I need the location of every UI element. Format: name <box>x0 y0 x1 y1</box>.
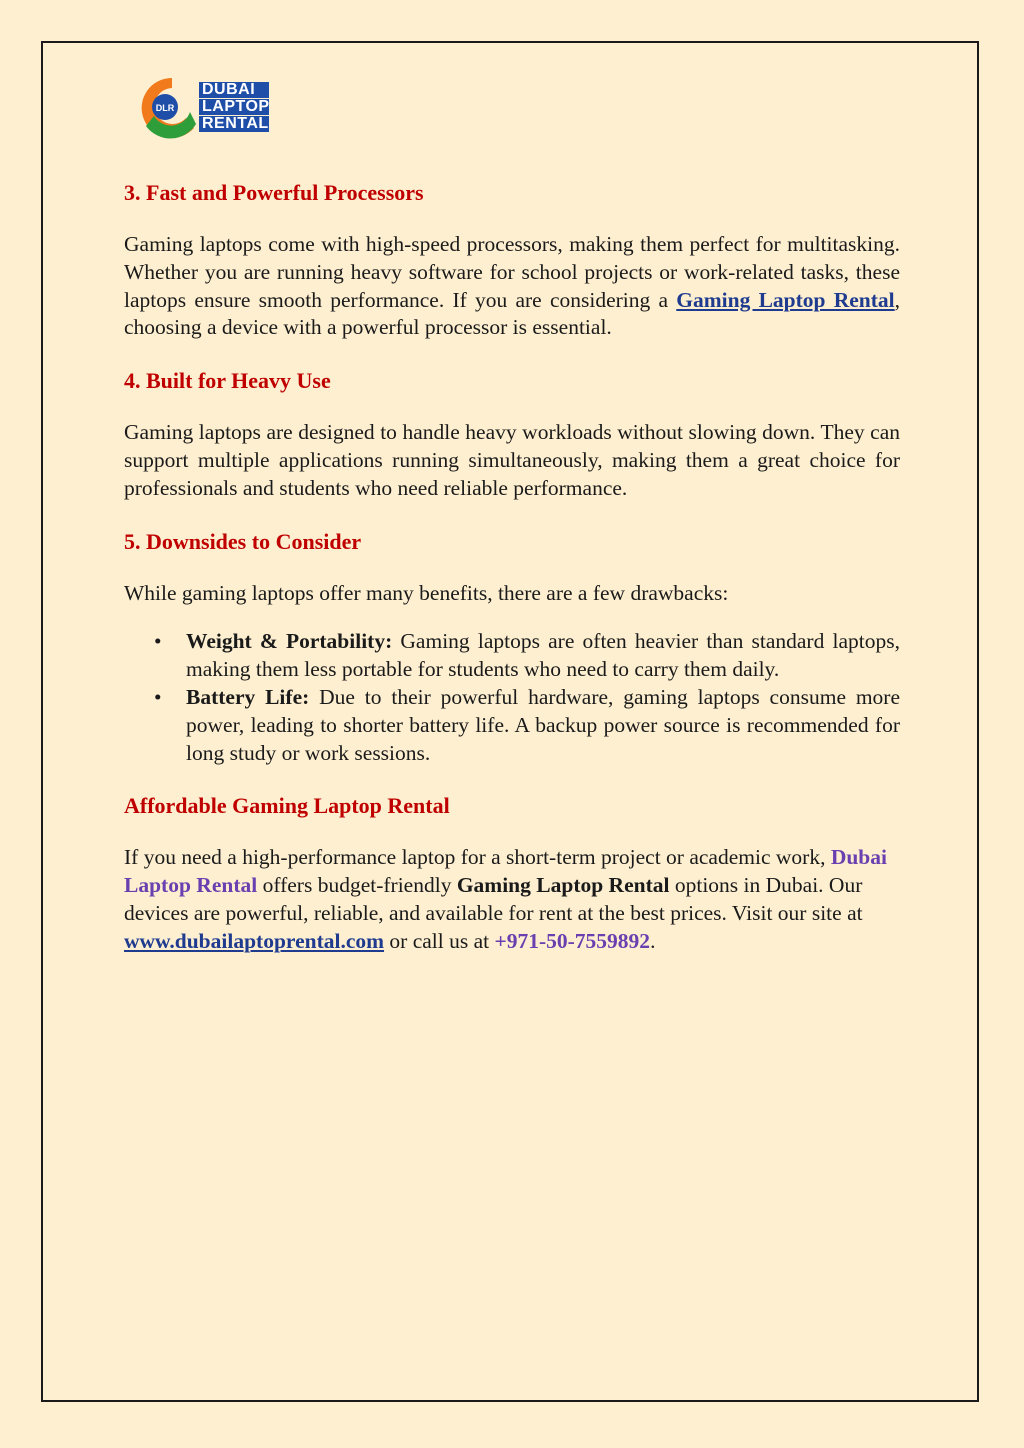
logo-line-2: LAPTOP <box>199 99 269 115</box>
list-item-label: Battery Life: <box>186 684 310 709</box>
brand-name: Dubai Laptop Rental <box>124 845 887 898</box>
section-6-text-2: offers budget-friendly <box>257 873 457 898</box>
section-5-heading: 5. Downsides to Consider <box>124 528 362 554</box>
website-link[interactable]: www.dubailaptoprental.com <box>124 928 385 953</box>
section-4-heading: 4. Built for Heavy Use <box>124 368 331 394</box>
section-5-intro: While gaming laptops offer many benefits, there are a few drawbacks: <box>124 580 729 605</box>
section-3-heading: 3. Fast and Powerful Processors <box>124 180 424 205</box>
phone-number: +971-50-7559892 <box>494 928 651 953</box>
section-6-paragraph <box>124 844 900 955</box>
section-6-text-3: options in Dubai. Our devices are powerful, reliable, and available for rent at the best prices. Visit our site at <box>124 873 863 925</box>
drawbacks-list <box>124 628 900 767</box>
bullet-icon: • <box>154 629 162 654</box>
document-body <box>124 178 900 956</box>
company-logo <box>132 74 282 140</box>
section-3-text-start: Gaming laptops come with high-speed processors, making them perfect for multitasking. Whether you are running heavy software for school projects or work-related tasks, these laptops ensure smooth performance. If you are considering a <box>124 232 900 312</box>
list-item-label: Weight & Portability: <box>186 629 393 654</box>
section-6-text-1: If you need a high-performance laptop for a short-term project or academic work, <box>124 845 831 870</box>
logo-line-1: DUBAI <box>199 82 269 98</box>
section-6-text-4: or call us at <box>384 928 495 953</box>
section-6-text-5: . <box>650 928 656 953</box>
section-3-text-end: , choosing a device with a powerful processor is essential. <box>124 287 901 340</box>
list-item <box>154 684 901 767</box>
list-item <box>154 628 900 684</box>
logo-monogram: DLR <box>155 103 175 113</box>
section-6-heading: Affordable Gaming Laptop Rental <box>124 793 450 819</box>
section-3-paragraph <box>124 231 900 342</box>
bold-service-term: Gaming Laptop Rental <box>456 873 670 898</box>
gaming-laptop-rental-link[interactable]: Gaming Laptop Rental <box>676 287 895 312</box>
list-item-text: Gaming laptops are often heavier than standard laptops, making them less portable for students who need to carry them daily. <box>186 629 900 682</box>
logo-wordmark <box>199 82 269 133</box>
list-item-text: Due to their powerful hardware, gaming laptops consume more power, leading to shorter battery life. A backup power source is recommended for long study or work sessions. <box>186 684 901 765</box>
section-4-paragraph: Gaming laptops are designed to handle heavy workloads without slowing down. They can support multiple applications running simultaneously, making them a great choice for professionals and students who need reliable performance. <box>124 420 900 500</box>
logo-line-3: RENTAL <box>199 116 269 132</box>
bullet-icon: • <box>154 684 162 709</box>
